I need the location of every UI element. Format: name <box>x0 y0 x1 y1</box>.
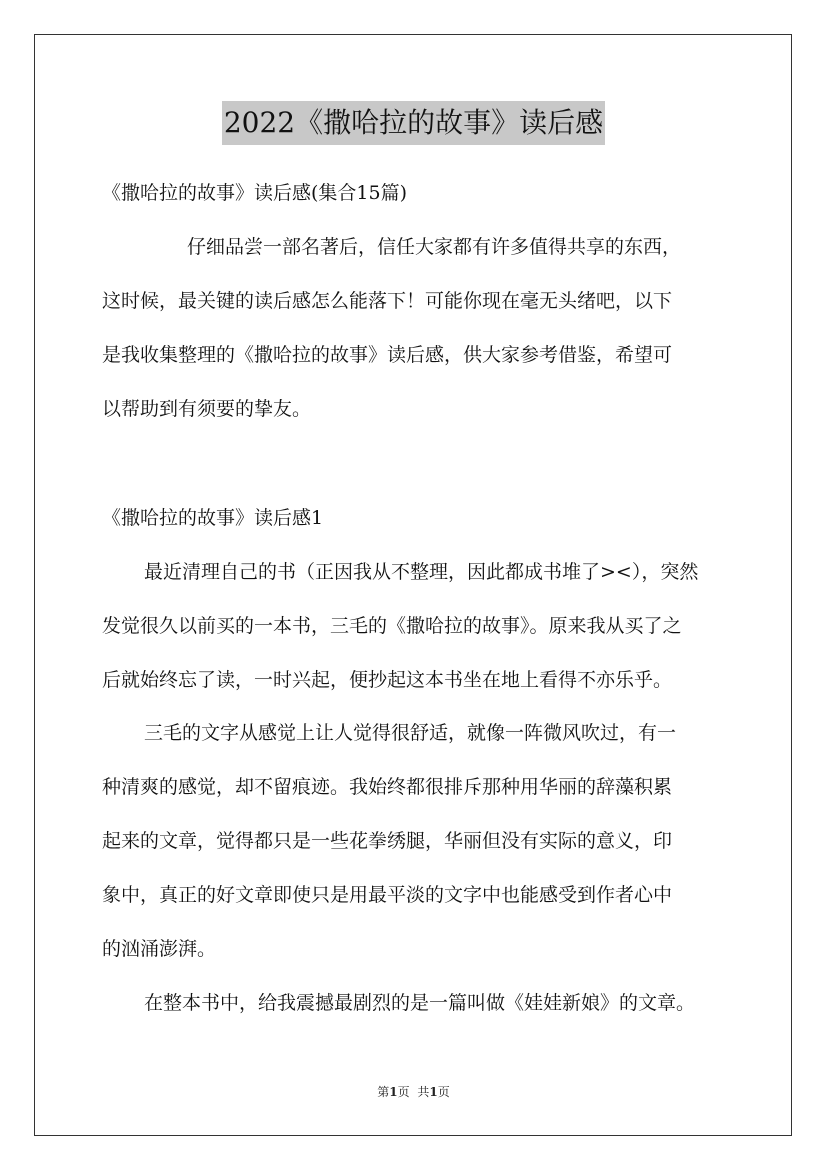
intro-line: 以帮助到有须要的挚友。 <box>102 398 312 420</box>
intro-line: 是我收集整理的《撒哈拉的故事》读后感，供大家参考借鉴，希望可 <box>102 344 673 366</box>
section-heading: 《撒哈拉的故事》读后感1 <box>102 507 324 529</box>
intro-line: 仔细品尝一部名著后，信任大家都有许多值得共享的东西， <box>187 236 682 258</box>
document-title: 2022《撒哈拉的故事》读后感 <box>222 101 605 145</box>
paragraph-line: 种清爽的感觉，却不留痕迹。我始终都很排斥那种用华丽的辞藻积累 <box>102 776 673 798</box>
intro-line: 这时候，最关键的读后感怎么能落下！可能你现在毫无头绪吧，以下 <box>102 290 673 312</box>
paragraph-line: 的汹涌澎湃。 <box>102 938 217 960</box>
document-subtitle: 《撒哈拉的故事》读后感(集合15篇) <box>102 182 408 204</box>
paragraph-line: 三毛的文字从感觉上让人觉得很舒适，就像一阵微风吹过，有一 <box>144 722 677 744</box>
paragraph-line: 发觉很久以前买的一本书，三毛的《撒哈拉的故事》。原来我从买了之 <box>102 615 682 637</box>
paragraph-line: 象中，真正的好文章即使只是用最平淡的文字中也能感受到作者心中 <box>102 884 673 906</box>
footer-total-suffix: 页 <box>437 1085 450 1099</box>
title-wrap <box>0 101 827 145</box>
paragraph-line: 后就始终忘了读，一时兴起，便抄起这本书坐在地上看得不亦乐乎。 <box>102 669 673 691</box>
page-footer <box>0 1084 827 1100</box>
footer-page-suffix: 页 <box>397 1085 410 1099</box>
paragraph-line: 最近清理自己的书（正因我从不整理，因此都成书堆了><），突然 <box>144 561 699 583</box>
footer-total-number: 1 <box>429 1085 438 1099</box>
footer-page-prefix: 第 <box>377 1085 390 1099</box>
paragraph-line: 在整本书中，给我震撼最剧烈的是一篇叫做《娃娃新娘》的文章。 <box>144 992 696 1014</box>
footer-page-number: 1 <box>389 1085 398 1099</box>
footer-total-prefix: 共 <box>417 1085 430 1099</box>
paragraph-line: 起来的文章，觉得都只是一些花拳绣腿，华丽但没有实际的意义，印 <box>102 830 673 852</box>
